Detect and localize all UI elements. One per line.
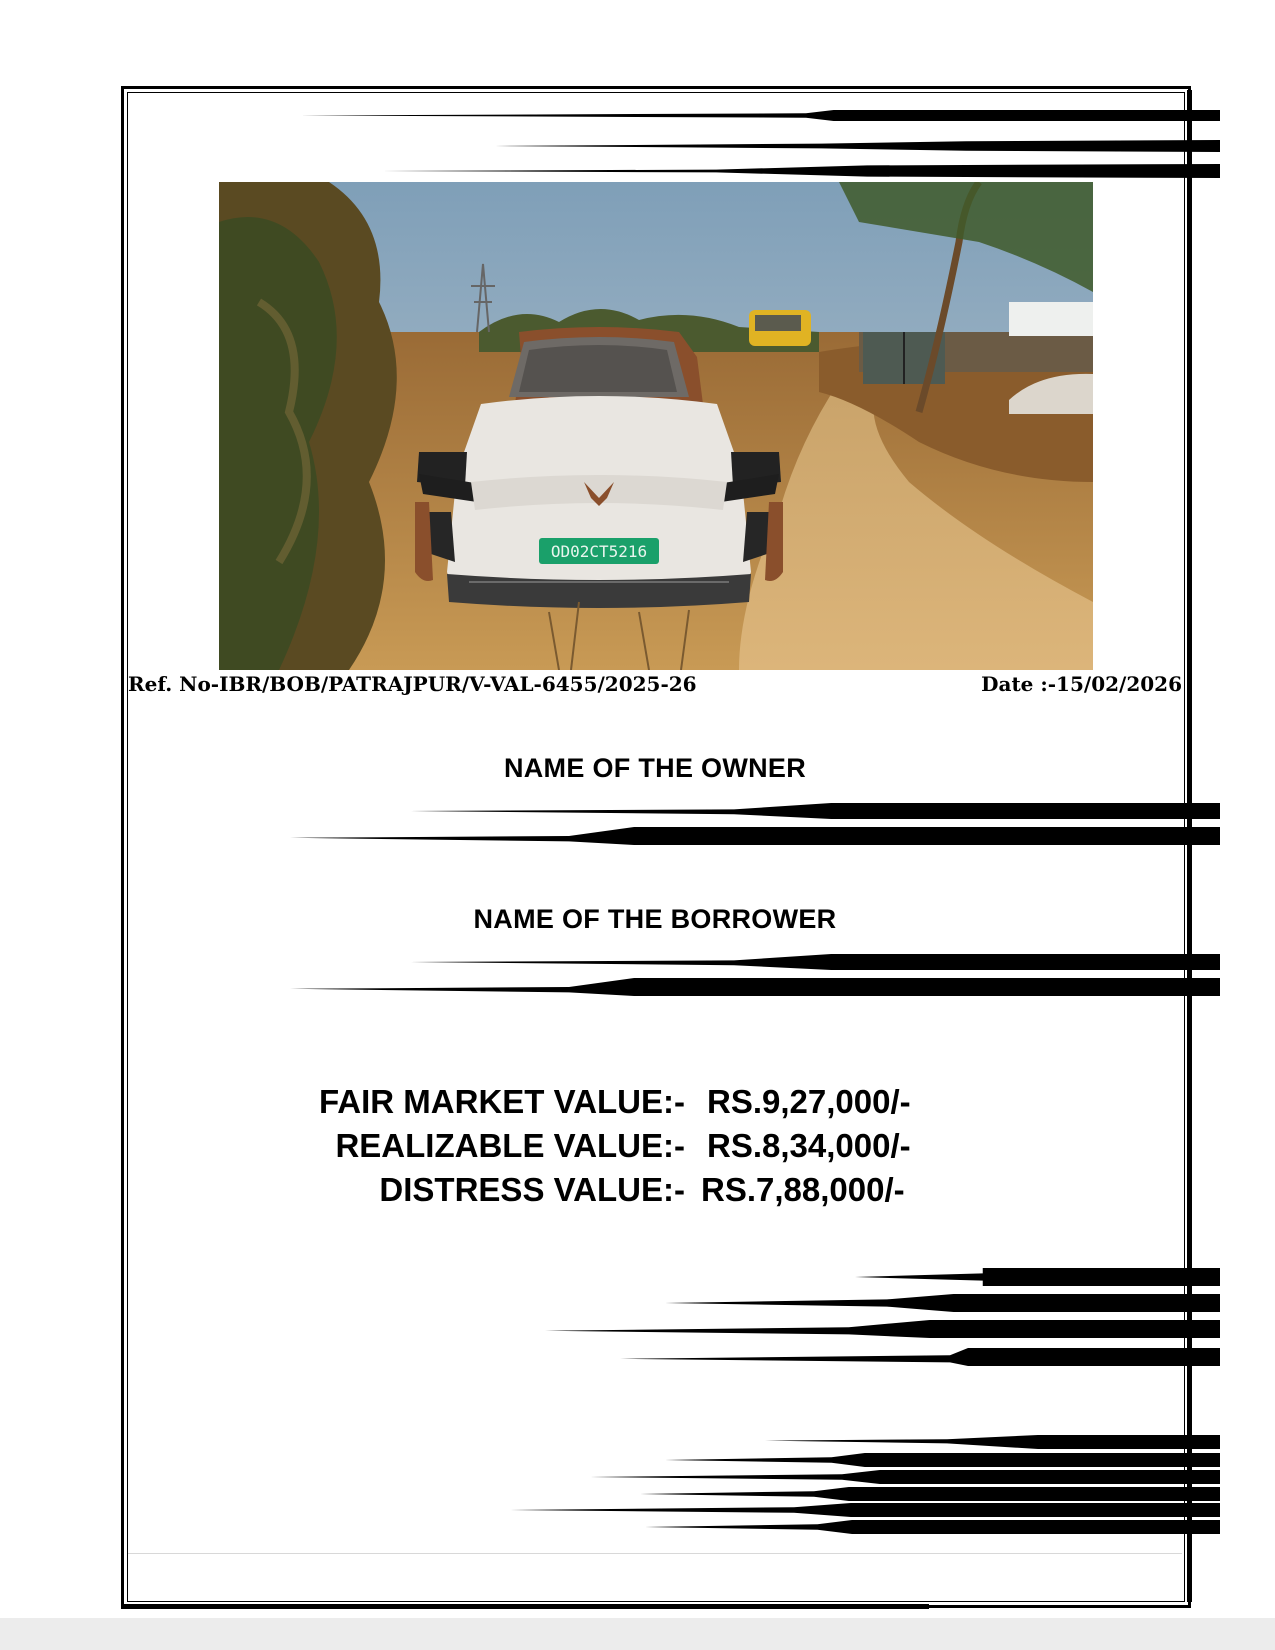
valuation-summary bbox=[255, 1080, 937, 1212]
license-plate: OD02CT5216 bbox=[550, 542, 648, 561]
valuation-label: FAIR MARKET VALUE:- bbox=[318, 1083, 685, 1120]
page-border-right-rail bbox=[1187, 90, 1192, 1602]
vehicle-photo bbox=[219, 182, 1093, 670]
reference-line bbox=[128, 672, 1182, 702]
redaction-mark bbox=[380, 164, 1220, 178]
redaction-mark bbox=[410, 954, 1220, 970]
valuation-label: DISTRESS VALUE:- bbox=[379, 1171, 685, 1208]
redaction-mark bbox=[590, 1470, 1220, 1484]
valuation-row-fair-market bbox=[255, 1080, 937, 1124]
valuation-amount: RS.7,88,000/- bbox=[701, 1171, 905, 1208]
report-date: Date :-15/02/2026 bbox=[981, 672, 1182, 696]
redaction-mark bbox=[640, 1487, 1220, 1501]
valuation-amount: RS.8,34,000/- bbox=[707, 1127, 911, 1164]
redaction-mark bbox=[765, 1435, 1220, 1449]
valuation-row-realizable bbox=[255, 1124, 937, 1168]
redaction-mark bbox=[545, 1320, 1220, 1338]
redaction-mark bbox=[510, 1503, 1220, 1517]
valuation-label: REALIZABLE VALUE:- bbox=[335, 1127, 685, 1164]
valuation-row-distress bbox=[255, 1168, 937, 1212]
viewer-bottom-band bbox=[0, 1618, 1275, 1650]
redaction-mark bbox=[290, 827, 1220, 845]
redaction-mark bbox=[855, 1268, 1220, 1286]
footer-rule bbox=[128, 1553, 1182, 1554]
redaction-mark bbox=[495, 140, 1220, 152]
redaction-mark bbox=[410, 803, 1220, 819]
valuation-amount: RS.9,27,000/- bbox=[707, 1083, 911, 1120]
borrower-heading: NAME OF THE BORROWER bbox=[473, 904, 837, 934]
redaction-mark bbox=[665, 1453, 1220, 1467]
redaction-mark bbox=[290, 978, 1220, 996]
reference-number: Ref. No-IBR/BOB/PATRAJPUR/V-VAL-6455/2025-26 bbox=[128, 672, 697, 696]
redaction-mark bbox=[300, 110, 1220, 121]
redaction-mark bbox=[645, 1520, 1220, 1534]
owner-heading: NAME OF THE OWNER bbox=[503, 753, 807, 783]
page-border-bottom-bar bbox=[121, 1604, 929, 1609]
redaction-mark bbox=[620, 1348, 1220, 1366]
redaction-mark bbox=[665, 1294, 1220, 1312]
